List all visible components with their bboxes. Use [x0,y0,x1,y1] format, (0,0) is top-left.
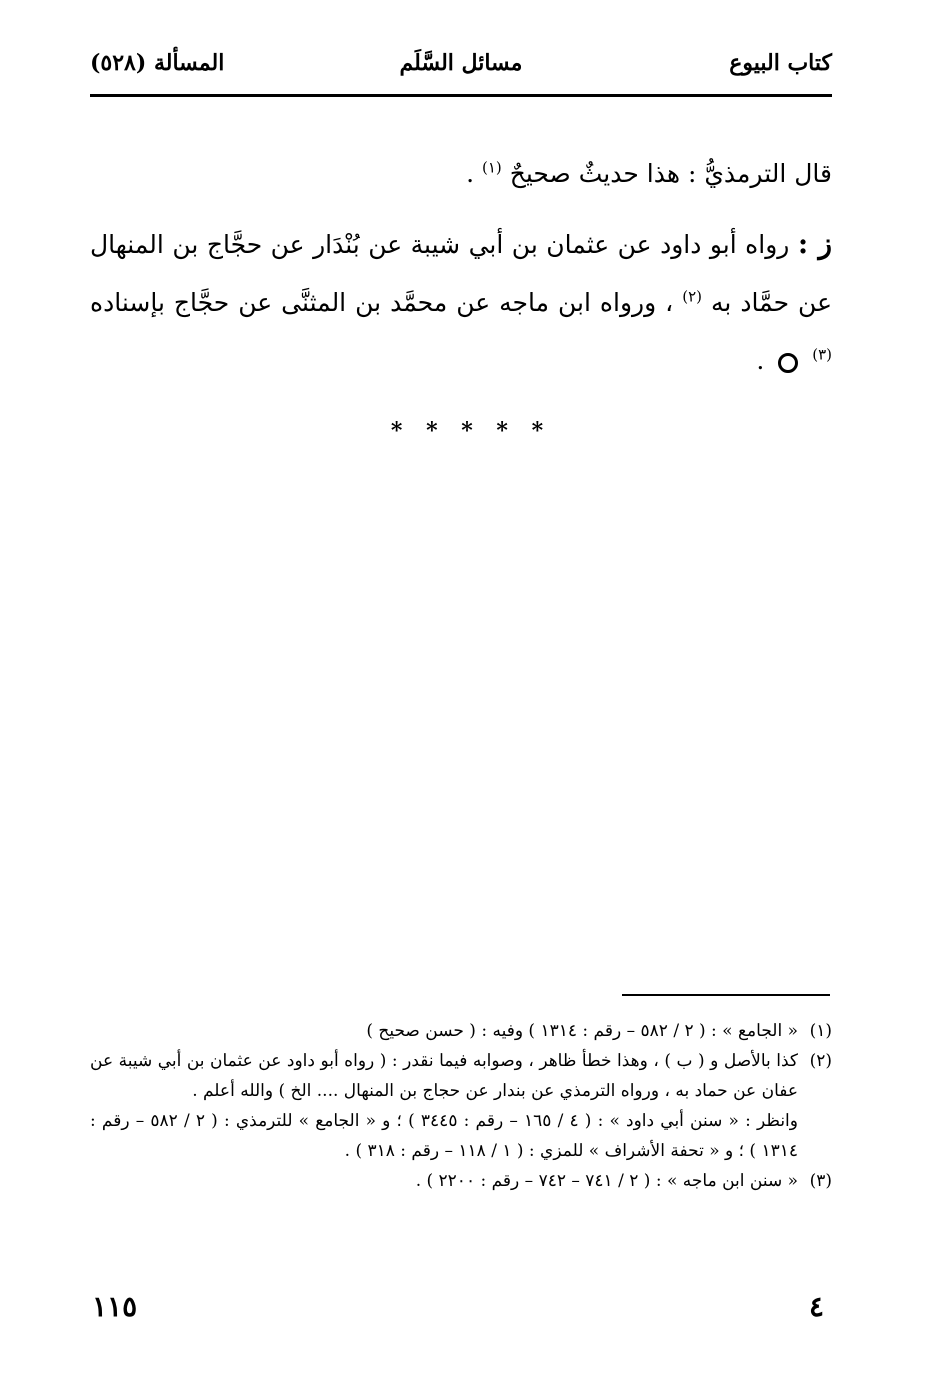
footnote-number: (١) [809,1021,832,1041]
header-rule [90,94,832,97]
paragraph-end: . [466,159,475,188]
paragraph-tirmidhi [90,145,832,203]
end-circle-icon [778,353,798,373]
paragraph-zawaid [90,215,832,390]
footnote-ref-3: (٣) [812,345,832,364]
paragraph-text: ، ورواه ابن ماجه عن محمَّد بن المثنَّى عن حجَّاج بإسناده [90,288,674,317]
footnote-2 [90,1046,832,1166]
footnote-line: « الجامع » : ( ٢ / ٥٨٢ – رقم : ١٣١٤ ) وفيه : ( حسن صحيح ) [366,1021,798,1041]
footnote-number: (٢) [809,1051,832,1071]
paragraph-end: . [756,346,765,375]
footnote-number: (٣) [809,1171,832,1191]
header-book-title: كتاب البيوع [729,50,832,76]
header-chapter-title: مسائل السَّلَم [399,50,523,76]
paragraph-text: قال الترمذيُّ : هذا حديثٌ صحيحٌ [509,159,832,188]
footnote-rule [622,994,830,996]
footnote-line: « سنن ابن ماجه » : ( ٢ / ٧٤١ – ٧٤٢ – رقم : ٢٢٠٠ ) . [415,1171,798,1191]
footnote-ref-2: (٢) [682,287,703,306]
footnote-1 [90,1016,832,1046]
footnotes [90,1016,832,1196]
page-footer [90,1290,832,1330]
running-header [90,50,832,90]
zawaid-marker: ز : [797,227,833,260]
section-separator: * * * * * [390,418,552,444]
footnote-line: وانظر : « سنن أبي داود » : ( ٤ / ١٦٥ – رقم : ٣٤٤٥ ) ؛ و « الجامع » للترمذي : ( ٢ / ٥٨٢ – رقم : ١٣١٤ ) ؛ و « تحفة الأشراف » للمزي : ( ١ / ١١٨ – رقم : ٣١٨ ) . [90,1111,798,1161]
paragraph-text: رواه أبو داود عن عثمان بن أبي شيبة عن بُنْدَار عن حجَّاج بن المنهال عن حمَّاد به [90,230,832,317]
signature-mark: ٤ [808,1290,824,1323]
header-issue-number: المسألة (٥٢٨) [90,50,225,76]
footnote-3 [90,1166,832,1196]
footnote-line: كذا بالأصل و ( ب ) ، وهذا خطأ ظاهر ، وصوابه فيما نقدر : ( رواه أبو داود عن عثمان بن أبي شيبة عن عفان عن حماد به ، ورواه الترمذي عن بندار عن حجاج بن المنهال .... الخ ) والله أعلم . [90,1051,798,1101]
page-number: ١١٥ [92,1290,138,1323]
main-text [90,145,832,390]
footnote-ref-1: (١) [482,158,502,177]
